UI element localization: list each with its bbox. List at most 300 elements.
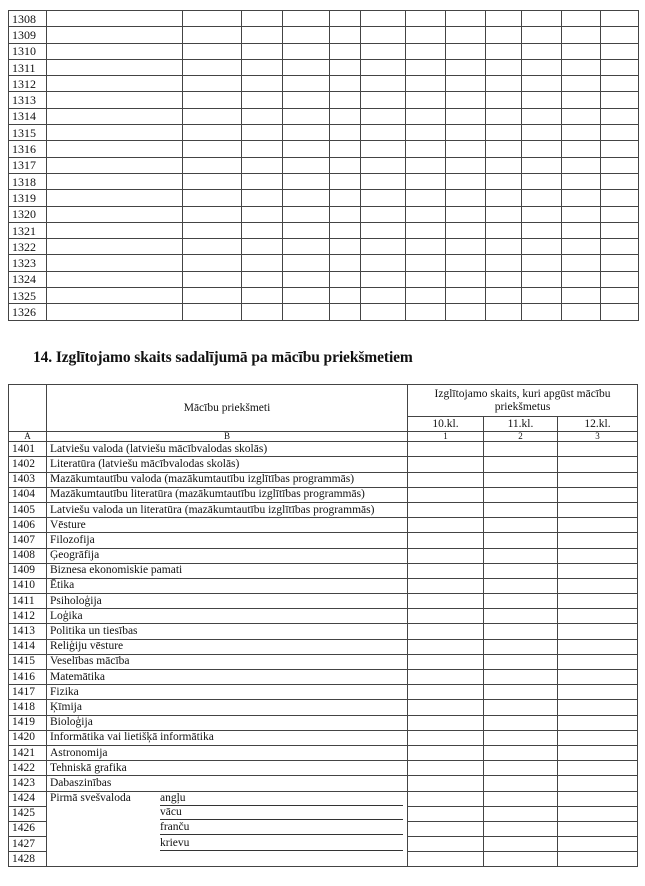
grade-count-cell[interactable] [484,502,558,517]
input-cell[interactable] [330,271,361,287]
input-cell[interactable] [601,27,639,43]
input-cell[interactable] [283,76,330,92]
input-cell[interactable] [562,222,601,238]
input-cell[interactable] [522,43,562,59]
grade-count-cell[interactable] [408,548,484,563]
input-cell[interactable] [242,92,283,108]
input-cell[interactable] [486,222,522,238]
input-cell[interactable] [601,43,639,59]
input-cell[interactable] [562,255,601,271]
input-cell[interactable] [406,288,446,304]
input-cell[interactable] [406,141,446,157]
grade-count-cell[interactable] [408,609,484,624]
input-cell[interactable] [486,157,522,173]
input-cell[interactable] [361,190,406,206]
grade-count-cell[interactable] [558,624,638,639]
input-cell[interactable] [562,92,601,108]
input-cell[interactable] [562,43,601,59]
input-cell[interactable] [601,239,639,255]
grade-count-cell[interactable] [408,806,484,821]
input-cell[interactable] [183,92,242,108]
input-cell[interactable] [330,11,361,27]
input-cell[interactable] [283,304,330,320]
input-cell[interactable] [446,239,486,255]
input-cell[interactable] [562,271,601,287]
grade-count-cell[interactable] [408,472,484,487]
input-cell[interactable] [283,27,330,43]
input-cell[interactable] [406,304,446,320]
input-cell[interactable] [406,76,446,92]
input-cell[interactable] [562,206,601,222]
input-cell[interactable] [242,43,283,59]
input-cell[interactable] [486,255,522,271]
input-cell[interactable] [330,108,361,124]
input-cell[interactable] [406,157,446,173]
input-cell[interactable] [446,206,486,222]
input-cell[interactable] [522,271,562,287]
input-cell[interactable] [601,206,639,222]
input-cell[interactable] [330,304,361,320]
input-cell[interactable] [446,27,486,43]
input-cell[interactable] [601,288,639,304]
grade-count-cell[interactable] [484,821,558,836]
input-cell[interactable] [242,173,283,189]
input-cell[interactable] [242,27,283,43]
input-cell[interactable] [361,27,406,43]
grade-count-cell[interactable] [558,563,638,578]
input-cell[interactable] [47,271,183,287]
grade-count-cell[interactable] [484,518,558,533]
grade-count-cell[interactable] [484,715,558,730]
input-cell[interactable] [446,222,486,238]
grade-count-cell[interactable] [408,457,484,472]
input-cell[interactable] [562,76,601,92]
grade-count-cell[interactable] [558,776,638,791]
input-cell[interactable] [446,11,486,27]
input-cell[interactable] [47,157,183,173]
input-cell[interactable] [486,190,522,206]
input-cell[interactable] [486,11,522,27]
grade-count-cell[interactable] [484,730,558,745]
grade-count-cell[interactable] [484,624,558,639]
input-cell[interactable] [242,59,283,75]
input-cell[interactable] [242,76,283,92]
input-cell[interactable] [406,190,446,206]
grade-count-cell[interactable] [408,654,484,669]
grade-count-cell[interactable] [408,442,484,457]
grade-count-cell[interactable] [484,685,558,700]
grade-count-cell[interactable] [558,715,638,730]
input-cell[interactable] [446,157,486,173]
input-cell[interactable] [330,173,361,189]
input-cell[interactable] [361,59,406,75]
grade-count-cell[interactable] [484,670,558,685]
grade-count-cell[interactable] [558,670,638,685]
input-cell[interactable] [522,190,562,206]
input-cell[interactable] [183,190,242,206]
input-cell[interactable] [361,92,406,108]
grade-count-cell[interactable] [484,442,558,457]
input-cell[interactable] [486,76,522,92]
grade-count-cell[interactable] [558,654,638,669]
input-cell[interactable] [47,11,183,27]
input-cell[interactable] [242,141,283,157]
input-cell[interactable] [406,173,446,189]
input-cell[interactable] [330,125,361,141]
input-cell[interactable] [522,173,562,189]
input-cell[interactable] [522,255,562,271]
input-cell[interactable] [446,173,486,189]
input-cell[interactable] [330,206,361,222]
grade-count-cell[interactable] [408,639,484,654]
input-cell[interactable] [183,255,242,271]
grade-count-cell[interactable] [484,791,558,806]
grade-count-cell[interactable] [558,487,638,502]
input-cell[interactable] [446,43,486,59]
grade-count-cell[interactable] [558,518,638,533]
input-cell[interactable] [283,288,330,304]
grade-count-cell[interactable] [408,715,484,730]
input-cell[interactable] [361,108,406,124]
input-cell[interactable] [486,271,522,287]
input-cell[interactable] [486,239,522,255]
input-cell[interactable] [283,239,330,255]
grade-count-cell[interactable] [558,730,638,745]
grade-count-cell[interactable] [484,761,558,776]
grade-count-cell[interactable] [484,806,558,821]
input-cell[interactable] [601,190,639,206]
input-cell[interactable] [330,141,361,157]
grade-count-cell[interactable] [558,837,638,852]
input-cell[interactable] [183,59,242,75]
input-cell[interactable] [601,255,639,271]
input-cell[interactable] [486,27,522,43]
input-cell[interactable] [330,255,361,271]
input-cell[interactable] [330,92,361,108]
input-cell[interactable] [486,141,522,157]
grade-count-cell[interactable] [484,639,558,654]
input-cell[interactable] [361,288,406,304]
grade-count-cell[interactable] [408,730,484,745]
input-cell[interactable] [283,271,330,287]
input-cell[interactable] [601,11,639,27]
input-cell[interactable] [47,304,183,320]
input-cell[interactable] [406,239,446,255]
input-cell[interactable] [361,173,406,189]
input-cell[interactable] [330,157,361,173]
input-cell[interactable] [183,239,242,255]
input-cell[interactable] [562,304,601,320]
input-cell[interactable] [47,173,183,189]
input-cell[interactable] [562,190,601,206]
grade-count-cell[interactable] [408,821,484,836]
grade-count-cell[interactable] [408,685,484,700]
input-cell[interactable] [361,206,406,222]
input-cell[interactable] [562,108,601,124]
input-cell[interactable] [562,11,601,27]
input-cell[interactable] [446,141,486,157]
grade-count-cell[interactable] [484,776,558,791]
input-cell[interactable] [47,76,183,92]
input-cell[interactable] [446,288,486,304]
grade-count-cell[interactable] [558,852,638,867]
grade-count-cell[interactable] [408,837,484,852]
input-cell[interactable] [242,288,283,304]
input-cell[interactable] [406,206,446,222]
input-cell[interactable] [562,27,601,43]
input-cell[interactable] [283,173,330,189]
input-cell[interactable] [601,304,639,320]
input-cell[interactable] [361,157,406,173]
input-cell[interactable] [562,59,601,75]
grade-count-cell[interactable] [408,563,484,578]
input-cell[interactable] [406,59,446,75]
grade-count-cell[interactable] [484,594,558,609]
input-cell[interactable] [183,141,242,157]
grade-count-cell[interactable] [484,548,558,563]
input-cell[interactable] [601,271,639,287]
input-cell[interactable] [406,92,446,108]
input-cell[interactable] [486,108,522,124]
input-cell[interactable] [446,108,486,124]
input-cell[interactable] [361,125,406,141]
grade-count-cell[interactable] [484,533,558,548]
grade-count-cell[interactable] [408,670,484,685]
input-cell[interactable] [522,206,562,222]
input-cell[interactable] [446,190,486,206]
grade-count-cell[interactable] [408,578,484,593]
input-cell[interactable] [283,43,330,59]
input-cell[interactable] [47,92,183,108]
input-cell[interactable] [47,59,183,75]
input-cell[interactable] [486,288,522,304]
input-cell[interactable] [283,125,330,141]
input-cell[interactable] [283,92,330,108]
input-cell[interactable] [47,239,183,255]
input-cell[interactable] [183,76,242,92]
grade-count-cell[interactable] [408,852,484,867]
input-cell[interactable] [486,173,522,189]
input-cell[interactable] [242,190,283,206]
input-cell[interactable] [47,141,183,157]
input-cell[interactable] [283,206,330,222]
input-cell[interactable] [47,125,183,141]
input-cell[interactable] [361,271,406,287]
input-cell[interactable] [242,108,283,124]
input-cell[interactable] [601,157,639,173]
input-cell[interactable] [361,141,406,157]
input-cell[interactable] [601,76,639,92]
input-cell[interactable] [283,157,330,173]
grade-count-cell[interactable] [484,578,558,593]
grade-count-cell[interactable] [484,457,558,472]
input-cell[interactable] [330,43,361,59]
input-cell[interactable] [330,239,361,255]
input-cell[interactable] [183,108,242,124]
input-cell[interactable] [283,190,330,206]
input-cell[interactable] [183,288,242,304]
input-cell[interactable] [522,108,562,124]
input-cell[interactable] [486,304,522,320]
input-cell[interactable] [361,255,406,271]
input-cell[interactable] [486,92,522,108]
input-cell[interactable] [446,255,486,271]
grade-count-cell[interactable] [408,791,484,806]
input-cell[interactable] [601,125,639,141]
grade-count-cell[interactable] [558,821,638,836]
grade-count-cell[interactable] [558,472,638,487]
input-cell[interactable] [183,271,242,287]
grade-count-cell[interactable] [558,548,638,563]
input-cell[interactable] [522,239,562,255]
input-cell[interactable] [47,222,183,238]
input-cell[interactable] [406,27,446,43]
input-cell[interactable] [330,27,361,43]
grade-count-cell[interactable] [558,457,638,472]
input-cell[interactable] [47,108,183,124]
input-cell[interactable] [242,239,283,255]
grade-count-cell[interactable] [408,487,484,502]
input-cell[interactable] [601,92,639,108]
input-cell[interactable] [406,255,446,271]
input-cell[interactable] [406,108,446,124]
grade-count-cell[interactable] [558,639,638,654]
grade-count-cell[interactable] [558,761,638,776]
input-cell[interactable] [183,206,242,222]
grade-count-cell[interactable] [558,594,638,609]
input-cell[interactable] [361,76,406,92]
input-cell[interactable] [522,304,562,320]
input-cell[interactable] [562,173,601,189]
input-cell[interactable] [361,239,406,255]
grade-count-cell[interactable] [408,518,484,533]
input-cell[interactable] [562,239,601,255]
input-cell[interactable] [406,11,446,27]
grade-count-cell[interactable] [408,776,484,791]
input-cell[interactable] [446,76,486,92]
grade-count-cell[interactable] [408,533,484,548]
grade-count-cell[interactable] [408,502,484,517]
input-cell[interactable] [406,271,446,287]
input-cell[interactable] [183,173,242,189]
input-cell[interactable] [242,157,283,173]
input-cell[interactable] [183,157,242,173]
grade-count-cell[interactable] [484,852,558,867]
input-cell[interactable] [601,141,639,157]
input-cell[interactable] [522,76,562,92]
input-cell[interactable] [330,288,361,304]
input-cell[interactable] [242,206,283,222]
input-cell[interactable] [446,59,486,75]
grade-count-cell[interactable] [558,609,638,624]
input-cell[interactable] [330,222,361,238]
input-cell[interactable] [446,271,486,287]
input-cell[interactable] [486,43,522,59]
input-cell[interactable] [522,141,562,157]
input-cell[interactable] [330,59,361,75]
input-cell[interactable] [242,271,283,287]
input-cell[interactable] [486,125,522,141]
input-cell[interactable] [47,190,183,206]
input-cell[interactable] [47,43,183,59]
input-cell[interactable] [47,27,183,43]
grade-count-cell[interactable] [558,806,638,821]
input-cell[interactable] [446,125,486,141]
input-cell[interactable] [562,141,601,157]
grade-count-cell[interactable] [408,594,484,609]
input-cell[interactable] [330,190,361,206]
grade-count-cell[interactable] [484,609,558,624]
input-cell[interactable] [522,59,562,75]
grade-count-cell[interactable] [484,654,558,669]
grade-count-cell[interactable] [484,700,558,715]
input-cell[interactable] [242,222,283,238]
input-cell[interactable] [406,222,446,238]
input-cell[interactable] [183,27,242,43]
input-cell[interactable] [522,288,562,304]
input-cell[interactable] [601,222,639,238]
grade-count-cell[interactable] [558,442,638,457]
input-cell[interactable] [562,288,601,304]
input-cell[interactable] [522,222,562,238]
grade-count-cell[interactable] [484,487,558,502]
input-cell[interactable] [361,43,406,59]
input-cell[interactable] [183,222,242,238]
input-cell[interactable] [47,255,183,271]
grade-count-cell[interactable] [558,578,638,593]
input-cell[interactable] [242,255,283,271]
input-cell[interactable] [522,92,562,108]
input-cell[interactable] [522,157,562,173]
input-cell[interactable] [446,92,486,108]
grade-count-cell[interactable] [484,563,558,578]
grade-count-cell[interactable] [484,837,558,852]
input-cell[interactable] [283,141,330,157]
input-cell[interactable] [522,11,562,27]
input-cell[interactable] [183,43,242,59]
grade-count-cell[interactable] [558,745,638,760]
input-cell[interactable] [446,304,486,320]
grade-count-cell[interactable] [558,700,638,715]
input-cell[interactable] [47,206,183,222]
input-cell[interactable] [601,173,639,189]
input-cell[interactable] [486,59,522,75]
input-cell[interactable] [406,43,446,59]
grade-count-cell[interactable] [408,745,484,760]
input-cell[interactable] [361,304,406,320]
input-cell[interactable] [522,125,562,141]
input-cell[interactable] [47,288,183,304]
input-cell[interactable] [562,157,601,173]
input-cell[interactable] [283,11,330,27]
input-cell[interactable] [183,11,242,27]
input-cell[interactable] [486,206,522,222]
grade-count-cell[interactable] [408,624,484,639]
input-cell[interactable] [406,125,446,141]
grade-count-cell[interactable] [484,745,558,760]
input-cell[interactable] [361,222,406,238]
grade-count-cell[interactable] [408,761,484,776]
input-cell[interactable] [330,76,361,92]
input-cell[interactable] [601,108,639,124]
input-cell[interactable] [283,108,330,124]
input-cell[interactable] [242,11,283,27]
input-cell[interactable] [183,125,242,141]
input-cell[interactable] [361,11,406,27]
input-cell[interactable] [242,125,283,141]
input-cell[interactable] [283,222,330,238]
input-cell[interactable] [183,304,242,320]
